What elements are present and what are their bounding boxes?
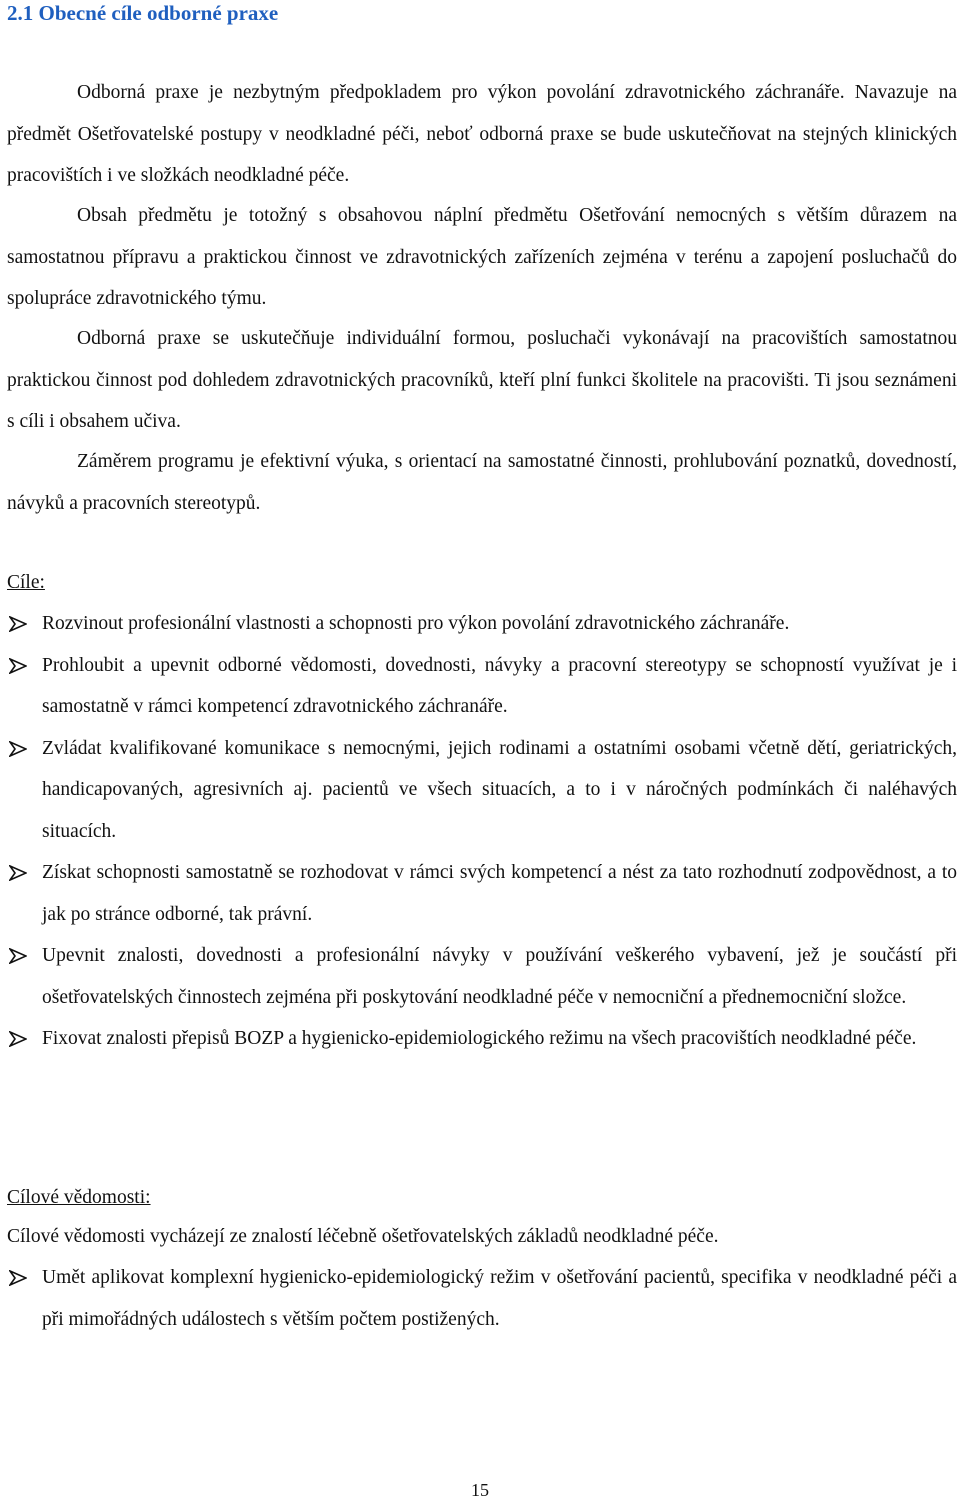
knowledge-intro: Cílové vědomosti vycházejí ze znalostí léčebně ošetřovatelských základů neodkladné péče. [7, 1226, 719, 1247]
knowledge-title: Cílové vědomosti: [7, 1187, 151, 1208]
goal-item [0, 852, 960, 935]
knowledge-item-text: Umět aplikovat komplexní hygienicko-epidemiologický režim v ošetřování pacientů, specifika v neodkladné péči a při mimořádných událostech s větším počtem postižených. [42, 1267, 957, 1330]
intro-paragraph-2: Obsah předmětu je totožný s obsahovou náplní předmětu Ošetřování nemocných s větším důrazem na samostatnou přípravu a praktickou činnost ve zdravotnických zařízeních zejména v terénu a zapojení posluchačů do spolupráce zdravotnického týmu. [7, 205, 957, 309]
goal-item [0, 1018, 960, 1060]
intro-paragraph-1: Odborná praxe je nezbytným předpokladem pro výkon povolání zdravotnického záchranáře. Navazuje na předmět Ošetřovatelské postupy v neodkladné péči, neboť odborná praxe se bude uskutečňovat na stejných klinických pracovištích i ve složkách neodkladné péče. [7, 82, 957, 186]
goal-item [0, 935, 960, 1018]
knowledge-list [0, 1257, 960, 1340]
goals-list [0, 603, 960, 1060]
goal-item-text: Získat schopnosti samostatně se rozhodovat v rámci svých kompetencí a nést za tato rozhodnutí zodpovědnost, a to jak po stránce odborné, tak právní. [42, 862, 957, 925]
arrowhead-bullet-icon [9, 616, 27, 632]
arrowhead-bullet-icon [9, 948, 27, 964]
page-number: 15 [471, 1480, 489, 1500]
goal-item [0, 728, 960, 853]
arrowhead-bullet-icon [9, 741, 27, 757]
goals-title: Cíle: [7, 572, 45, 593]
section-heading: 2.1 Obecné cíle odborné praxe [7, 1, 279, 25]
goal-item-text: Zvládat kvalifikované komunikace s nemocnými, jejich rodinami a ostatními osobami včetně dětí, geriatrických, handicapovaných, agresivních aj. pacientů ve všech situacích, a to i v náročných podmínkách či naléhavých situacích. [42, 737, 957, 842]
goal-item-text: Prohloubit a upevnit odborné vědomosti, dovednosti, návyky a pracovní stereotypy se schopností využívat je i samostatně v rámci kompetencí zdravotnického záchranáře. [42, 654, 957, 717]
intro-paragraph-4: Záměrem programu je efektivní výuka, s orientací na samostatné činnosti, prohlubování poznatků, dovedností, návyků a pracovních stereotypů. [7, 451, 957, 514]
intro-paragraph-3: Odborná praxe se uskutečňuje individuální formou, posluchači vykonávají na pracovištích samostatnou praktickou činnost pod dohledem zdravotnických pracovníků, kteří plní funkci školitele na pracovišti. Ti jsou seznámeni s cíli i obsahem učiva. [7, 328, 957, 432]
goal-item-text: Fixovat znalosti přepisů BOZP a hygienicko-epidemiologického režimu na všech pracovištích neodkladné péče. [42, 1028, 917, 1049]
goal-item [0, 645, 960, 728]
arrowhead-bullet-icon [9, 1270, 27, 1286]
goal-item [0, 603, 960, 645]
arrowhead-bullet-icon [9, 658, 27, 674]
arrowhead-bullet-icon [9, 1031, 27, 1047]
arrowhead-bullet-icon [9, 865, 27, 881]
knowledge-item [0, 1257, 960, 1340]
goal-item-text: Upevnit znalosti, dovednosti a profesionální návyky v používání veškerého vybavení, jež je součástí při ošetřovatelských činnostech zejména při poskytování neodkladné péče v nemocniční a přednemocniční složce. [42, 945, 957, 1008]
goal-item-text: Rozvinout profesionální vlastnosti a schopnosti pro výkon povolání zdravotnického záchranáře. [42, 613, 790, 634]
